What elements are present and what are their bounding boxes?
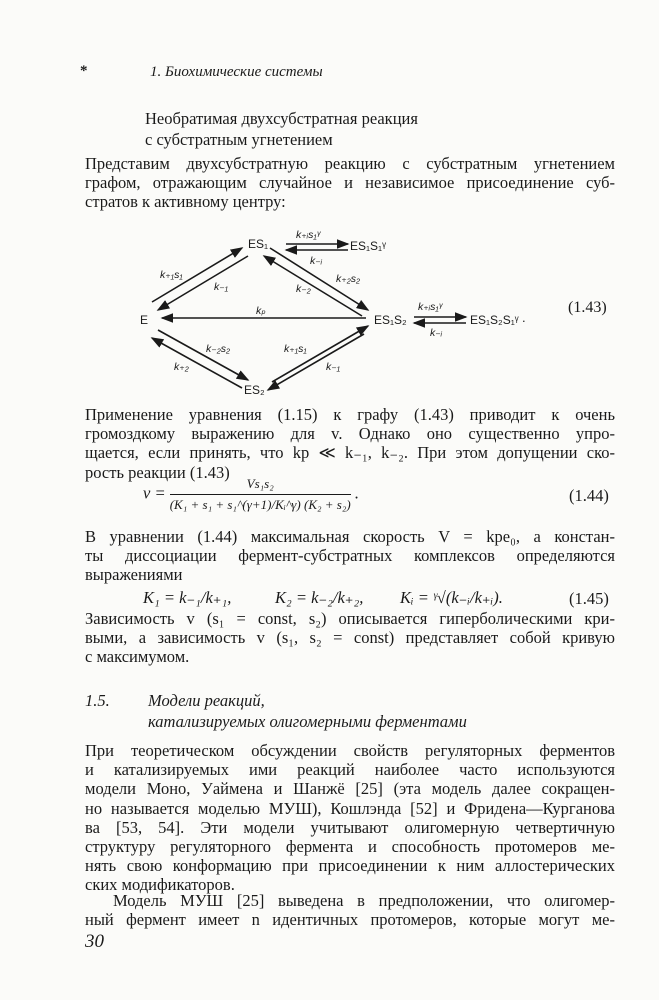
equation-1-45 [143, 588, 231, 608]
page-number: 30 [85, 931, 104, 952]
text-line: В уравнении (1.44) максимальная скорость V = kpe₀, а констан- [85, 527, 615, 546]
label-k-minus1: k₋₁ [214, 281, 229, 293]
eq-trail: . [354, 483, 359, 503]
label-k-minus-i-top: k₋ᵢ [310, 255, 323, 267]
text-line: ты диссоциации фермент-субстратных комплексов определяются [85, 546, 615, 566]
eq-ki: Kᵢ = ᵞ√(k₋ᵢ/k₊ᵢ). [400, 588, 503, 607]
paragraph-max-speed [85, 527, 615, 585]
node-e: E [140, 313, 149, 327]
text-line: структуру регуляторного фермента и способность протомеров ме- [85, 837, 615, 857]
label-k-plus1-s1-lower: k₊₁s₁ [284, 343, 307, 355]
node-es1: ES₁ [248, 237, 269, 251]
arrow-e-to-es2 [158, 330, 248, 380]
section-title-line-1: Модели реакций, [148, 691, 265, 710]
label-k-plus1-s1: k₊₁s₁ [160, 269, 183, 281]
text-line: ный фермент имеет n идентичных протомеров, которые могут ме- [85, 910, 615, 930]
text-line: ских модификаторов. [85, 875, 235, 895]
text-line: ва [53, 54]. Эти модели учитывают олигомерную четвертичную [85, 817, 615, 837]
eq-k2: K₂ = k₋₂/k₊₂, [275, 588, 364, 607]
equation-number-1-43: (1.43) [568, 299, 607, 316]
label-k-plus-i-s1g-top: k₊ᵢs₁ᵞ [296, 229, 321, 241]
paragraph-dependence [85, 609, 615, 667]
label-k-plus2: k₊₂ [174, 361, 189, 373]
label-k-minus1-lower: k₋₁ [326, 361, 341, 373]
text-line: Применение уравнения (1.15) к графу (1.43) приводит к очень [85, 405, 615, 424]
graph-trailing-dot: . [522, 310, 526, 325]
text-line: рость реакции (1.43) [85, 462, 230, 482]
text-line: Модель МУШ [25] выведена в предположении, что олигомер- [113, 891, 615, 910]
chapter-title: 1. Биохимические системы [150, 64, 323, 80]
label-k-p: kₚ [256, 305, 266, 317]
text-line: выражениями [85, 565, 183, 585]
equation-1-44 [143, 476, 359, 513]
node-es1s1: ES₁S₁ᵞ [350, 239, 386, 253]
node-es1s2s1: ES₁S₂S₁ᵞ [470, 313, 519, 327]
text-line: При теоретическом обсуждении свойств регуляторных ферментов [85, 741, 615, 760]
intro-paragraph [85, 154, 615, 212]
eq-k1: K₁ = k₋₁/k₊₁, [143, 588, 232, 607]
text-line: и катализируемых ими реакций наиболее часто используются [85, 760, 615, 780]
paragraph-mush-model [85, 891, 615, 929]
section-number: 1.5. [85, 691, 110, 710]
label-k-plus-i-s1g-right: k₊ᵢs₁ᵞ [418, 301, 443, 313]
node-es2: ES₂ [244, 383, 265, 397]
subheading [145, 108, 418, 150]
eq-fraction [170, 476, 351, 513]
text-line: но называется моделью МУШ), Кошлэнда [52] и Фридена—Курганова [85, 798, 615, 818]
node-es1s2: ES₁S₂ [374, 313, 407, 327]
equation-number-1-44: (1.44) [569, 486, 609, 505]
text-line: с максимумом. [85, 647, 190, 667]
equation-1-45-k2 [275, 588, 363, 608]
text-line: громоздкому выражению для v. Однако оно существенно упро- [85, 424, 615, 444]
header-marker: * [80, 63, 88, 79]
eq-denominator: (K₁ + s₁ + s₁^(γ+1)/Kᵢ^γ) (K₂ + s₂) [169, 497, 351, 512]
label-k-plus2-s2: k₊₂s₂ [336, 273, 361, 285]
paragraph-models [85, 741, 615, 895]
text-line: Представим двухсубстратную реакцию с субстратным угнетением [85, 154, 615, 173]
equation-number-1-45: (1.45) [569, 589, 609, 608]
eq-numerator: Vs₁s₂ [170, 476, 351, 495]
text-line: графом, отражающим случайное и независимое присоединение суб- [85, 173, 615, 193]
text-line: нять свою конформацию при присоединении к ним аллостерических [85, 856, 615, 876]
text-line: модели Моно, Уаймена и Шанжё [25] (эта модель далее сокращен- [85, 779, 615, 799]
text-line: выми, а зависимость v (s₁, s₂ = const) представляет собой кривую [85, 628, 615, 648]
paragraph-application [85, 405, 615, 482]
arrow-es1-to-e [158, 256, 248, 310]
subheading-line-2: с субстратным угнетением [145, 130, 333, 149]
reaction-graph [130, 218, 630, 400]
subheading-line-1: Необратимая двухсубстратная реакция [145, 109, 418, 128]
label-k-minus-i-right: k₋ᵢ [430, 327, 443, 339]
label-k-minus2: k₋₂ [296, 283, 311, 295]
equation-1-45-ki [400, 588, 503, 608]
text-line: щается, если принять, что kp ≪ k₋₁, k₋₂. При этом допущении ско- [85, 443, 615, 463]
text-line: Зависимость v (s₁ = const, s₂) описывается гиперболическими кри- [85, 609, 615, 628]
arrow-es1s2-to-es2 [268, 334, 364, 390]
label-k-minus2-s2: k₋₂s₂ [206, 343, 231, 355]
section-title-line-2: катализируемых олигомерными ферментами [148, 712, 467, 731]
text-line: стратов к активному центру: [85, 192, 286, 212]
eq-lhs: v = [143, 483, 166, 503]
